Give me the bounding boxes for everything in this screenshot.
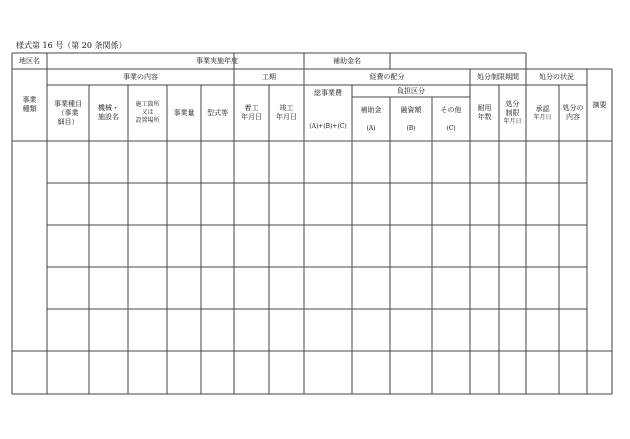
other-header: その他 (C) xyxy=(440,105,462,132)
construction-period-header: 工期 xyxy=(262,72,276,81)
fiscal-year-field[interactable] xyxy=(234,53,304,69)
location-header: 施工箇所 又は 設置場所 xyxy=(135,101,160,124)
equipment-header: 機械・ 施設名 xyxy=(98,104,119,121)
remarks-header: 摘要 xyxy=(592,100,607,109)
disposal-status-header: 処分の状況 xyxy=(539,72,574,81)
data-row[interactable] xyxy=(12,141,612,183)
subsidy-name-field[interactable] xyxy=(390,53,526,69)
burden-header: 負担区分 xyxy=(397,86,425,95)
total-row[interactable] xyxy=(12,351,612,394)
subsidy-header: 補助金 (A) xyxy=(360,105,382,132)
subsidy-name-label: 補助金名 xyxy=(333,56,361,65)
model-header: 型式等 xyxy=(207,108,228,117)
quantity-header: 事業量 xyxy=(173,108,195,117)
data-row[interactable] xyxy=(12,225,612,267)
disposal-limit-period-header: 処分制限期間 xyxy=(477,72,519,81)
total-cost-header: 総事業費 xyxy=(314,89,342,97)
data-row[interactable] xyxy=(12,183,612,225)
district-label: 地区名 xyxy=(19,56,40,65)
approval-date-header: 承認 年月日 xyxy=(533,104,552,121)
form-title: 様式第 16 号（第 20 条関係） xyxy=(16,41,127,50)
project-content-header: 事業の内容 xyxy=(123,72,158,81)
total-formula: (A)+(B)+(C) xyxy=(309,123,347,130)
start-date-header: 着工 年月日 xyxy=(241,104,262,121)
data-row[interactable] xyxy=(12,267,612,309)
ledger-table xyxy=(12,53,612,394)
data-row[interactable] xyxy=(12,309,612,351)
financing-header: 融資額 (B) xyxy=(400,105,422,132)
completion-date-header: 竣工 年月日 xyxy=(276,104,297,121)
cost-allocation-header: 経費の配分 xyxy=(369,72,405,81)
disposal-content-header: 処分の 内容 xyxy=(562,104,584,121)
disposal-limit-date-header: 処分 制限 年月日 xyxy=(503,100,522,125)
useful-life-header: 耐用 年数 xyxy=(477,104,492,121)
project-type-header: 事業 種類 xyxy=(22,96,37,113)
item-header: 事業種目 （事業 細目） xyxy=(54,99,82,126)
fiscal-year-label: 事業実施年度 xyxy=(196,56,238,65)
